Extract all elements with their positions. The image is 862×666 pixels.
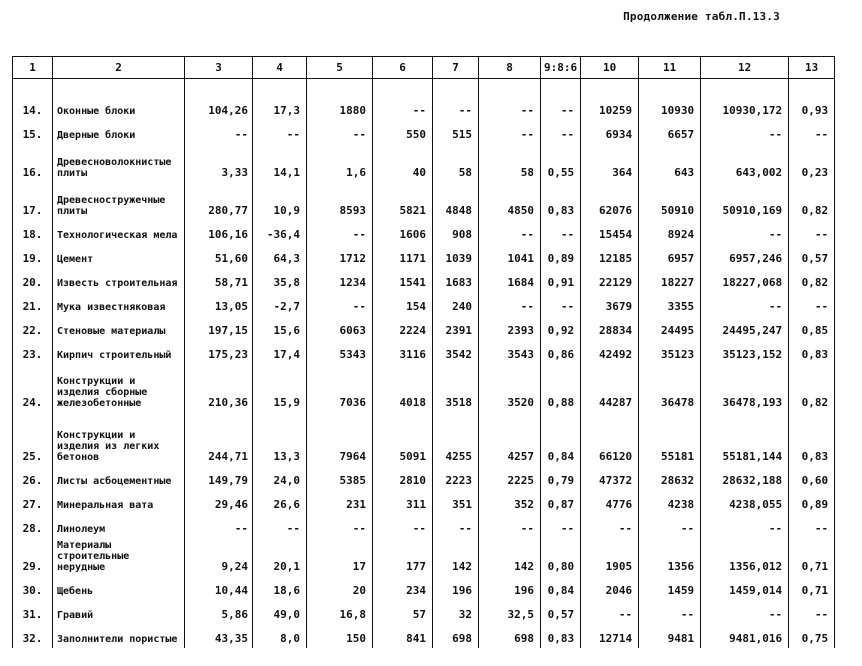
cell-c8: --: [479, 96, 541, 120]
column-header-3: 3: [185, 57, 253, 79]
row-number: 24.: [13, 364, 53, 412]
table-row: [13, 340, 835, 364]
cell-c7: 32: [433, 600, 479, 624]
cell-c13: 0,71: [789, 576, 835, 600]
cell-c4: 8,0: [253, 624, 307, 648]
cell-c10: 62076: [581, 182, 639, 220]
cell-c12: 36478,193: [701, 364, 789, 412]
cell-c9: 0,83: [541, 624, 581, 648]
cell-c10: --: [581, 514, 639, 538]
cell-c4: 17,4: [253, 340, 307, 364]
cell-c9: --: [541, 96, 581, 120]
cell-c4: 24,0: [253, 466, 307, 490]
cell-c13: 0,89: [789, 490, 835, 514]
row-number: 18.: [13, 220, 53, 244]
cell-c9: 0,55: [541, 144, 581, 182]
cell-c12: 35123,152: [701, 340, 789, 364]
cell-c12: 1459,014: [701, 576, 789, 600]
row-number: 27.: [13, 490, 53, 514]
row-name: Материалы строительные нерудные: [53, 538, 185, 576]
cell-c3: 149,79: [185, 466, 253, 490]
row-name: Заполнители пористые: [53, 624, 185, 648]
row-number: 23.: [13, 340, 53, 364]
cell-c6: 177: [373, 538, 433, 576]
cell-c13: 0,60: [789, 466, 835, 490]
cell-c5: 17: [307, 538, 373, 576]
cell-c8: 698: [479, 624, 541, 648]
row-number: 21.: [13, 292, 53, 316]
row-number: 30.: [13, 576, 53, 600]
cell-c8: 2393: [479, 316, 541, 340]
cell-c6: --: [373, 514, 433, 538]
cell-c6: 2224: [373, 316, 433, 340]
cell-c8: --: [479, 220, 541, 244]
cell-c10: 1905: [581, 538, 639, 576]
cell-c10: 28834: [581, 316, 639, 340]
cell-c7: 142: [433, 538, 479, 576]
cell-c8: --: [479, 514, 541, 538]
cell-c7: 515: [433, 120, 479, 144]
cell-c4: 26,6: [253, 490, 307, 514]
table-row: [13, 412, 835, 466]
cell-c3: 197,15: [185, 316, 253, 340]
cell-c10: 12714: [581, 624, 639, 648]
cell-c3: 5,86: [185, 600, 253, 624]
cell-c13: 0,82: [789, 364, 835, 412]
cell-c9: --: [541, 120, 581, 144]
cell-c10: 44287: [581, 364, 639, 412]
cell-c12: 1356,012: [701, 538, 789, 576]
table-row: [13, 364, 835, 412]
cell-c8: 3543: [479, 340, 541, 364]
cell-c6: 5091: [373, 412, 433, 466]
cell-c13: 0,83: [789, 340, 835, 364]
cell-c4: 14,1: [253, 144, 307, 182]
cell-c3: 13,05: [185, 292, 253, 316]
column-header-8: 8: [479, 57, 541, 79]
cell-c6: 40: [373, 144, 433, 182]
row-name: Листы асбоцементные: [53, 466, 185, 490]
cell-c11: 1459: [639, 576, 701, 600]
cell-c11: 8924: [639, 220, 701, 244]
column-header-6: 6: [373, 57, 433, 79]
cell-c6: 2810: [373, 466, 433, 490]
cell-c4: -36,4: [253, 220, 307, 244]
cell-c12: 9481,016: [701, 624, 789, 648]
cell-c3: 3,33: [185, 144, 253, 182]
row-name: Известь строительная: [53, 268, 185, 292]
cell-c3: 210,36: [185, 364, 253, 412]
column-header-11: 11: [639, 57, 701, 79]
cell-c12: --: [701, 220, 789, 244]
row-name: Цемент: [53, 244, 185, 268]
cell-c4: 17,3: [253, 96, 307, 120]
cell-c10: 364: [581, 144, 639, 182]
cell-c3: 58,71: [185, 268, 253, 292]
cell-c10: 10259: [581, 96, 639, 120]
cell-c12: 50910,169: [701, 182, 789, 220]
cell-c11: 35123: [639, 340, 701, 364]
cell-c8: 32,5: [479, 600, 541, 624]
cell-c7: --: [433, 514, 479, 538]
cell-c3: 175,23: [185, 340, 253, 364]
table-row: [13, 96, 835, 120]
cell-c13: --: [789, 292, 835, 316]
cell-c3: 51,60: [185, 244, 253, 268]
cell-c9: 0,87: [541, 490, 581, 514]
cell-c7: 908: [433, 220, 479, 244]
cell-c12: 55181,144: [701, 412, 789, 466]
cell-c11: 50910: [639, 182, 701, 220]
cell-c13: 0,82: [789, 182, 835, 220]
cell-c9: --: [541, 514, 581, 538]
cell-c8: 4850: [479, 182, 541, 220]
table-caption: Продолжение табл.П.13.3: [623, 10, 780, 23]
cell-c12: 4238,055: [701, 490, 789, 514]
cell-c11: 18227: [639, 268, 701, 292]
cell-c8: 3520: [479, 364, 541, 412]
cell-c5: 1880: [307, 96, 373, 120]
column-header-12: 12: [701, 57, 789, 79]
cell-c10: 4776: [581, 490, 639, 514]
cell-c5: 7036: [307, 364, 373, 412]
row-number: 26.: [13, 466, 53, 490]
cell-c13: --: [789, 220, 835, 244]
cell-c12: 18227,068: [701, 268, 789, 292]
cell-c6: 234: [373, 576, 433, 600]
cell-c7: --: [433, 96, 479, 120]
cell-c5: 7964: [307, 412, 373, 466]
column-header-10: 10: [581, 57, 639, 79]
cell-c8: 1041: [479, 244, 541, 268]
row-number: 22.: [13, 316, 53, 340]
cell-c11: --: [639, 514, 701, 538]
cell-c9: 0,57: [541, 600, 581, 624]
cell-c7: 196: [433, 576, 479, 600]
cell-c5: --: [307, 220, 373, 244]
cell-c9: 0,88: [541, 364, 581, 412]
table-row: [13, 144, 835, 182]
row-name: Линолеум: [53, 514, 185, 538]
cell-c10: 12185: [581, 244, 639, 268]
cell-c8: 2225: [479, 466, 541, 490]
cell-c11: --: [639, 600, 701, 624]
cell-c6: --: [373, 96, 433, 120]
cell-c6: 841: [373, 624, 433, 648]
cell-c7: 698: [433, 624, 479, 648]
cell-c3: 29,46: [185, 490, 253, 514]
cell-c5: 6063: [307, 316, 373, 340]
cell-c3: 43,35: [185, 624, 253, 648]
cell-c5: --: [307, 514, 373, 538]
row-number: 25.: [13, 412, 53, 466]
column-header-2: 2: [53, 57, 185, 79]
cell-c12: 28632,188: [701, 466, 789, 490]
cell-c4: 15,6: [253, 316, 307, 340]
cell-c3: 9,24: [185, 538, 253, 576]
cell-c4: 15,9: [253, 364, 307, 412]
row-number: 29.: [13, 538, 53, 576]
table-row: [13, 624, 835, 648]
cell-c4: 10,9: [253, 182, 307, 220]
cell-c11: 36478: [639, 364, 701, 412]
table-row: [13, 576, 835, 600]
cell-c12: --: [701, 120, 789, 144]
cell-c11: 1356: [639, 538, 701, 576]
row-name: Мука известняковая: [53, 292, 185, 316]
row-number: 32.: [13, 624, 53, 648]
cell-c6: 1606: [373, 220, 433, 244]
table-row: [13, 466, 835, 490]
cell-c5: 8593: [307, 182, 373, 220]
cell-c8: --: [479, 120, 541, 144]
cell-c13: 0,93: [789, 96, 835, 120]
cell-c8: 4257: [479, 412, 541, 466]
cell-c6: 5821: [373, 182, 433, 220]
cell-c4: 13,3: [253, 412, 307, 466]
cell-c3: 280,77: [185, 182, 253, 220]
cell-c13: 0,85: [789, 316, 835, 340]
cell-c11: 9481: [639, 624, 701, 648]
cell-c9: --: [541, 292, 581, 316]
cell-c3: --: [185, 120, 253, 144]
cell-c7: 3542: [433, 340, 479, 364]
cell-c10: 6934: [581, 120, 639, 144]
cell-c7: 4848: [433, 182, 479, 220]
cell-c6: 3116: [373, 340, 433, 364]
cell-c7: 1039: [433, 244, 479, 268]
data-table: [12, 56, 835, 648]
cell-c5: 1712: [307, 244, 373, 268]
cell-c13: 0,71: [789, 538, 835, 576]
cell-c12: --: [701, 514, 789, 538]
table-row: [13, 316, 835, 340]
cell-c4: 18,6: [253, 576, 307, 600]
table-row: [13, 514, 835, 538]
cell-c11: 10930: [639, 96, 701, 120]
cell-c11: 24495: [639, 316, 701, 340]
cell-c9: 0,84: [541, 576, 581, 600]
row-name: Дверные блоки: [53, 120, 185, 144]
table-row: [13, 244, 835, 268]
table-row: [13, 538, 835, 576]
cell-c9: 0,84: [541, 412, 581, 466]
row-name: Кирпич строительный: [53, 340, 185, 364]
cell-c12: 10930,172: [701, 96, 789, 120]
cell-c8: 142: [479, 538, 541, 576]
cell-c5: 5385: [307, 466, 373, 490]
row-name: Технологическая мела: [53, 220, 185, 244]
cell-c10: --: [581, 600, 639, 624]
cell-c10: 3679: [581, 292, 639, 316]
row-number: 14.: [13, 96, 53, 120]
cell-c7: 58: [433, 144, 479, 182]
row-number: 16.: [13, 144, 53, 182]
cell-c4: 20,1: [253, 538, 307, 576]
row-name: Стеновые материалы: [53, 316, 185, 340]
row-name: Конструкции и изделия из легких бетонов: [53, 412, 185, 466]
cell-c9: 0,80: [541, 538, 581, 576]
cell-c13: 0,82: [789, 268, 835, 292]
cell-c5: 150: [307, 624, 373, 648]
table-row: [13, 120, 835, 144]
cell-c11: 4238: [639, 490, 701, 514]
cell-c7: 1683: [433, 268, 479, 292]
cell-c13: 0,57: [789, 244, 835, 268]
cell-c3: 244,71: [185, 412, 253, 466]
cell-c5: --: [307, 292, 373, 316]
column-header-9: 9:8:6: [541, 57, 581, 79]
row-number: 20.: [13, 268, 53, 292]
cell-c12: 24495,247: [701, 316, 789, 340]
cell-c6: 57: [373, 600, 433, 624]
cell-c5: 1,6: [307, 144, 373, 182]
column-header-13: 13: [789, 57, 835, 79]
cell-c9: 0,79: [541, 466, 581, 490]
row-name: Щебень: [53, 576, 185, 600]
cell-c4: --: [253, 120, 307, 144]
cell-c12: --: [701, 292, 789, 316]
row-number: 31.: [13, 600, 53, 624]
cell-c8: --: [479, 292, 541, 316]
cell-c11: 6957: [639, 244, 701, 268]
row-number: 19.: [13, 244, 53, 268]
row-number: 17.: [13, 182, 53, 220]
cell-c7: 3518: [433, 364, 479, 412]
cell-c10: 47372: [581, 466, 639, 490]
cell-c6: 1541: [373, 268, 433, 292]
header-row: [13, 57, 835, 79]
cell-c8: 58: [479, 144, 541, 182]
cell-c11: 6657: [639, 120, 701, 144]
cell-c6: 154: [373, 292, 433, 316]
cell-c7: 4255: [433, 412, 479, 466]
cell-c4: 49,0: [253, 600, 307, 624]
cell-c8: 352: [479, 490, 541, 514]
cell-c7: 2391: [433, 316, 479, 340]
cell-c4: 35,8: [253, 268, 307, 292]
cell-c9: 0,86: [541, 340, 581, 364]
cell-c13: --: [789, 514, 835, 538]
row-name: Оконные блоки: [53, 96, 185, 120]
cell-c13: --: [789, 600, 835, 624]
cell-c11: 28632: [639, 466, 701, 490]
cell-c12: --: [701, 600, 789, 624]
cell-c10: 66120: [581, 412, 639, 466]
cell-c8: 196: [479, 576, 541, 600]
cell-c5: 1234: [307, 268, 373, 292]
table-row: [13, 268, 835, 292]
column-header-1: 1: [13, 57, 53, 79]
cell-c5: 16,8: [307, 600, 373, 624]
cell-c4: --: [253, 514, 307, 538]
row-number: 28.: [13, 514, 53, 538]
cell-c6: 550: [373, 120, 433, 144]
cell-c5: --: [307, 120, 373, 144]
row-name: Древесностружечные плиты: [53, 182, 185, 220]
table-row: [13, 600, 835, 624]
cell-c7: 351: [433, 490, 479, 514]
column-header-7: 7: [433, 57, 479, 79]
row-number: 15.: [13, 120, 53, 144]
cell-c10: 42492: [581, 340, 639, 364]
cell-c12: 6957,246: [701, 244, 789, 268]
cell-c9: 0,89: [541, 244, 581, 268]
row-name: Конструкции и изделия сборные железобетонные: [53, 364, 185, 412]
cell-c5: 231: [307, 490, 373, 514]
cell-c10: 2046: [581, 576, 639, 600]
column-header-4: 4: [253, 57, 307, 79]
cell-c5: 20: [307, 576, 373, 600]
cell-c13: 0,23: [789, 144, 835, 182]
cell-c11: 643: [639, 144, 701, 182]
row-name: Минеральная вата: [53, 490, 185, 514]
cell-c4: 64,3: [253, 244, 307, 268]
cell-c13: 0,75: [789, 624, 835, 648]
table-row: [13, 292, 835, 316]
cell-c3: 106,16: [185, 220, 253, 244]
cell-c12: 643,002: [701, 144, 789, 182]
cell-c10: 22129: [581, 268, 639, 292]
cell-c6: 4018: [373, 364, 433, 412]
table-row: [13, 220, 835, 244]
row-name: Древесноволокнистые плиты: [53, 144, 185, 182]
cell-c7: 240: [433, 292, 479, 316]
cell-c13: 0,83: [789, 412, 835, 466]
cell-c9: 0,91: [541, 268, 581, 292]
cell-c3: --: [185, 514, 253, 538]
cell-c11: 3355: [639, 292, 701, 316]
cell-c6: 311: [373, 490, 433, 514]
cell-c8: 1684: [479, 268, 541, 292]
table-row: [13, 182, 835, 220]
cell-c4: -2,7: [253, 292, 307, 316]
row-name: Гравий: [53, 600, 185, 624]
cell-c3: 104,26: [185, 96, 253, 120]
cell-c9: 0,92: [541, 316, 581, 340]
cell-c3: 10,44: [185, 576, 253, 600]
table-row: [13, 490, 835, 514]
cell-c11: 55181: [639, 412, 701, 466]
cell-c9: --: [541, 220, 581, 244]
cell-c13: --: [789, 120, 835, 144]
cell-c9: 0,83: [541, 182, 581, 220]
cell-c7: 2223: [433, 466, 479, 490]
column-header-5: 5: [307, 57, 373, 79]
cell-c10: 15454: [581, 220, 639, 244]
cell-c6: 1171: [373, 244, 433, 268]
cell-c5: 5343: [307, 340, 373, 364]
